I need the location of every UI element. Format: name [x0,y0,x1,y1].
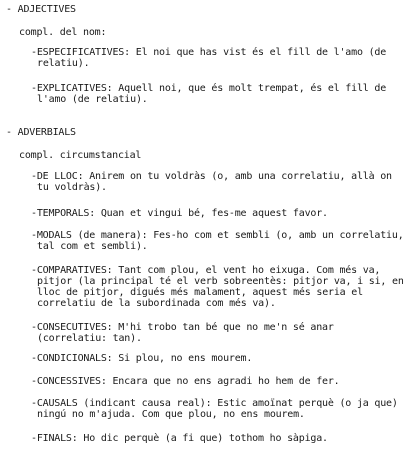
item-de-lloc-line-2: tu voldràs). [37,182,107,193]
item-consecutives-line-2: (correlatiu: tan). [37,333,142,344]
item-concessives: -CONCESSIVES: Encara que no ens agradi ho hem de fer. [31,376,340,387]
item-causals-line-1: -CAUSALS (indicant causa real): Estic amoïnat perquè (o ja que) [31,398,398,409]
item-explicatives-line-1: -EXPLICATIVES: Aquell noi, que és molt trempat, és el fill de [31,83,387,94]
item-explicatives-line-2: l'amo (de relatiu). [37,94,148,105]
item-de-lloc-line-1: -DE LLOC: Anirem on tu voldràs (o, amb una correlatiu, allà on [31,171,392,182]
section-subheading-compl-del-nom: compl. del nom: [19,27,107,38]
section-subheading-compl-circumstancial: compl. circumstancial [19,150,142,161]
item-finals: -FINALS: Ho dic perquè (a fi que) tothom ho sàpiga. [31,433,328,444]
section-heading-adverbials: - ADVERBIALS [6,127,76,138]
item-comparatives-line-4: correlatiu de la subordinada com més va). [37,298,276,309]
item-comparatives-line-3: lloc de pitjor, digués més malament, aquest més seria el [37,287,363,298]
item-condicionals: -CONDICIONALS: Si plou, no ens mourem. [31,353,253,364]
item-modals-line-1: -MODALS (de manera): Fes-ho com et sembli (o, amb un correlatiu, [31,230,404,241]
item-comparatives-line-2: pitjor (la principal té el verb sobreentès: pitjor va, i si, en [37,276,404,287]
item-temporals: -TEMPORALS: Quan et vingui bé, fes-me aquest favor. [31,208,328,219]
item-consecutives-line-1: -CONSECUTIVES: M'hi trobo tan bé que no me'n sé anar [31,322,334,333]
section-heading-adjectives: - ADJECTIVES [6,4,76,15]
item-especificatives-line-2: relatiu). [37,58,90,69]
item-especificatives-line-1: -ESPECIFICATIVES: El noi que has vist és el fill de l'amo (de [31,47,387,58]
item-modals-line-2: tal com et sembli). [37,241,148,252]
item-causals-line-2: ningú no m'ajuda. Com que plou, no ens mourem. [37,409,305,420]
item-comparatives-line-1: -COMPARATIVES: Tant com plou, el vent ho eixuga. Com més va, [31,265,381,276]
